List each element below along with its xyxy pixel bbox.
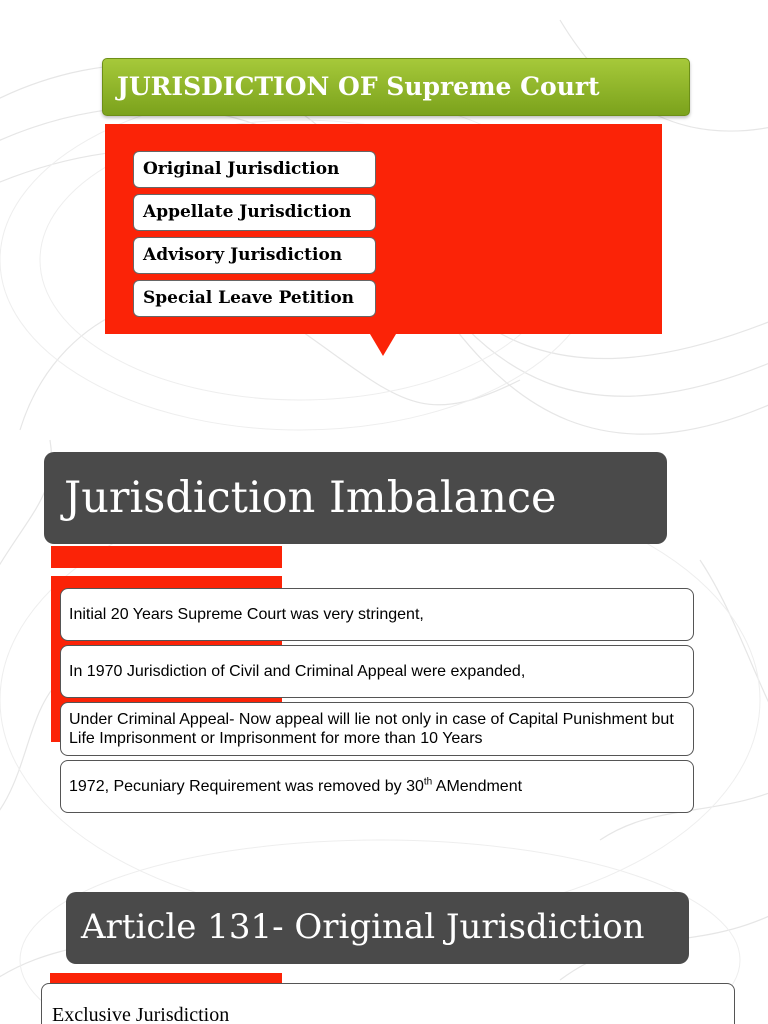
- jurisdiction-item-original: Original Jurisdiction: [133, 151, 376, 188]
- jurisdiction-item-appellate: Appellate Jurisdiction: [133, 194, 376, 231]
- point-text-4: [69, 761, 693, 812]
- point-text-4-after: AMendment: [432, 778, 523, 795]
- slide-article-131: [0, 866, 768, 1024]
- point-box-2: [60, 645, 694, 698]
- slide-jurisdiction-overview: [0, 0, 768, 430]
- point-text-2: In 1970 Jurisdiction of Civil and Criminal Appeal were expanded,: [69, 663, 526, 680]
- point-text-3: Under Criminal Appeal- Now appeal will lie not only in case of Capital Punishment but Life Imprisonment or Imprisonment for more than 10 Years: [69, 711, 674, 747]
- slide-jurisdiction-imbalance: [0, 432, 768, 864]
- point-box-exclusive: [41, 983, 735, 1024]
- point-text-4-before: 1972, Pecuniary Requirement was removed by 30: [69, 778, 424, 795]
- point-box-3: [60, 702, 694, 756]
- point-text-4-superscript: th: [423, 776, 433, 788]
- red-accent-bar: [51, 546, 282, 568]
- slide3-title: Article 131- Original Jurisdiction: [66, 892, 689, 964]
- exclusive-jurisdiction-text: Exclusive Jurisdiction: [52, 1004, 230, 1024]
- slide2-title: Jurisdiction Imbalance: [44, 452, 667, 544]
- point-text-1: Initial 20 Years Supreme Court was very stringent,: [69, 606, 424, 623]
- point-box-4: [60, 760, 694, 813]
- red-panel-pointer: [370, 334, 396, 356]
- jurisdiction-item-advisory: Advisory Jurisdiction: [133, 237, 376, 274]
- jurisdiction-item-slp: Special Leave Petition: [133, 280, 376, 317]
- slide1-title: JURISDICTION OF Supreme Court: [102, 58, 690, 116]
- point-box-1: [60, 588, 694, 641]
